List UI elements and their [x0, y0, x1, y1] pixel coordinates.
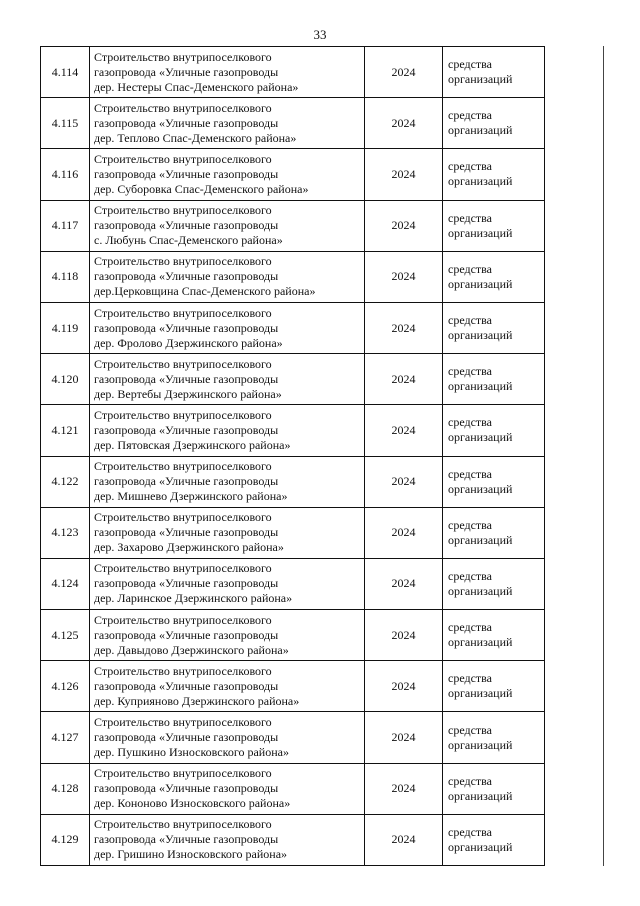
funding-source-line-1: средства [448, 466, 493, 481]
item-number [41, 354, 90, 405]
description-line-1: Строительство внутрипоселкового [94, 715, 272, 730]
item-description [90, 456, 365, 507]
item-year-text: 2024 [391, 166, 416, 181]
description-line-2: газопровода «Уличные газопроводы [94, 627, 279, 642]
item-number [41, 814, 90, 865]
item-description [90, 149, 365, 200]
funding-source [443, 200, 545, 251]
description-line-2: газопровода «Уличные газопроводы [94, 730, 279, 745]
funding-source [443, 814, 545, 865]
funding-source-line-1: средства [448, 415, 493, 430]
item-year [365, 251, 443, 302]
funding-source-line-2: организаций [448, 276, 513, 291]
item-number [41, 251, 90, 302]
table-row [41, 712, 545, 763]
description-line-2: газопровода «Уличные газопроводы [94, 320, 279, 335]
item-year-text: 2024 [391, 576, 416, 591]
funding-source-line-2: организаций [448, 174, 513, 189]
item-year [365, 661, 443, 712]
item-year-text: 2024 [391, 781, 416, 796]
right-margin-line [603, 46, 604, 866]
funding-source-line-2: организаций [448, 379, 513, 394]
item-year [365, 507, 443, 558]
funding-source-line-1: средства [448, 108, 493, 123]
description-line-1: Строительство внутрипоселкового [94, 612, 272, 627]
table-row [41, 405, 545, 456]
funding-source-line-2: организаций [448, 788, 513, 803]
funding-source [443, 98, 545, 149]
item-year-text: 2024 [391, 115, 416, 130]
funding-source-line-2: организаций [448, 686, 513, 701]
description-line-3: дер. Суборовка Спас-Деменского района» [94, 181, 309, 196]
item-number [41, 610, 90, 661]
description-line-3: дер.Церковщина Спас-Деменского района» [94, 284, 316, 299]
description-line-2: газопровода «Уличные газопроводы [94, 474, 279, 489]
description-line-1: Строительство внутрипоселкового [94, 459, 272, 474]
item-number-text: 4.120 [51, 371, 79, 386]
description-line-1: Строительство внутрипоселкового [94, 100, 272, 115]
table-row [41, 354, 545, 405]
item-description [90, 302, 365, 353]
description-line-1: Строительство внутрипоселкового [94, 203, 272, 218]
table-row [41, 47, 545, 98]
item-description [90, 763, 365, 814]
description-line-2: газопровода «Уличные газопроводы [94, 371, 279, 386]
item-year-text: 2024 [391, 269, 416, 284]
table-row [41, 200, 545, 251]
item-year-text: 2024 [391, 422, 416, 437]
funding-source-line-2: организаций [448, 72, 513, 87]
funding-source-line-2: организаций [448, 225, 513, 240]
description-line-2: газопровода «Уличные газопроводы [94, 422, 279, 437]
item-description [90, 661, 365, 712]
item-year [365, 354, 443, 405]
funding-source-line-2: организаций [448, 123, 513, 138]
item-number-text: 4.116 [51, 166, 79, 181]
item-description [90, 507, 365, 558]
funding-source [443, 149, 545, 200]
item-year [365, 814, 443, 865]
description-line-3: дер. Давыдово Дзержинского района» [94, 642, 289, 657]
item-number-text: 4.119 [51, 320, 79, 335]
description-line-2: газопровода «Уличные газопроводы [94, 678, 279, 693]
funding-source [443, 405, 545, 456]
table-row [41, 456, 545, 507]
description-line-2: газопровода «Уличные газопроводы [94, 166, 279, 181]
funding-source-line-2: организаций [448, 481, 513, 496]
item-year-text: 2024 [391, 64, 416, 79]
funding-source-line-1: средства [448, 159, 493, 174]
item-number [41, 558, 90, 609]
item-number-text: 4.121 [51, 422, 79, 437]
description-line-1: Строительство внутрипоселкового [94, 305, 272, 320]
item-number [41, 98, 90, 149]
funding-source-line-2: организаций [448, 635, 513, 650]
item-description [90, 354, 365, 405]
item-year [365, 712, 443, 763]
description-line-1: Строительство внутрипоселкового [94, 663, 272, 678]
item-year [365, 763, 443, 814]
funding-source [443, 47, 545, 98]
item-year [365, 98, 443, 149]
funding-source-line-2: организаций [448, 839, 513, 854]
description-line-3: дер. Пушкино Износковского района» [94, 745, 289, 760]
description-line-1: Строительство внутрипоселкового [94, 766, 272, 781]
item-number-text: 4.123 [51, 525, 79, 540]
item-description [90, 405, 365, 456]
item-year [365, 405, 443, 456]
description-line-2: газопровода «Уличные газопроводы [94, 218, 279, 233]
description-line-1: Строительство внутрипоселкового [94, 407, 272, 422]
gas-pipeline-table [40, 46, 545, 866]
description-line-3: дер. Гришино Износковского района» [94, 847, 288, 862]
funding-source-line-1: средства [448, 671, 493, 686]
item-number [41, 405, 90, 456]
item-number-text: 4.122 [51, 474, 79, 489]
funding-source-line-1: средства [448, 364, 493, 379]
description-line-3: дер. Пятовская Дзержинского района» [94, 437, 291, 452]
table-row [41, 251, 545, 302]
funding-source-line-1: средства [448, 568, 493, 583]
item-year [365, 200, 443, 251]
table-row [41, 507, 545, 558]
funding-source [443, 558, 545, 609]
item-description [90, 200, 365, 251]
item-number-text: 4.125 [51, 627, 79, 642]
description-line-2: газопровода «Уличные газопроводы [94, 115, 279, 130]
table-row [41, 302, 545, 353]
item-number-text: 4.127 [51, 730, 79, 745]
item-number [41, 200, 90, 251]
funding-source-line-2: организаций [448, 583, 513, 598]
description-line-2: газопровода «Уличные газопроводы [94, 64, 279, 79]
description-line-2: газопровода «Уличные газопроводы [94, 576, 279, 591]
funding-source [443, 456, 545, 507]
description-line-3: дер. Вертебы Дзержинского района» [94, 386, 282, 401]
funding-source-line-1: средства [448, 824, 493, 839]
description-line-1: Строительство внутрипоселкового [94, 254, 272, 269]
table-row [41, 814, 545, 865]
item-description [90, 47, 365, 98]
funding-source-line-1: средства [448, 517, 493, 532]
funding-source-line-1: средства [448, 210, 493, 225]
table-body [41, 47, 545, 866]
item-year [365, 610, 443, 661]
description-line-3: дер. Теплово Спас-Деменского района» [94, 130, 297, 145]
funding-source-line-2: организаций [448, 737, 513, 752]
funding-source [443, 354, 545, 405]
description-line-3: дер. Мишнево Дзержинского района» [94, 489, 288, 504]
funding-source [443, 610, 545, 661]
item-number [41, 763, 90, 814]
item-number-text: 4.126 [51, 678, 79, 693]
funding-source [443, 661, 545, 712]
item-year [365, 47, 443, 98]
description-line-1: Строительство внутрипоселкового [94, 151, 272, 166]
item-year-text: 2024 [391, 678, 416, 693]
item-year-text: 2024 [391, 218, 416, 233]
description-line-1: Строительство внутрипоселкового [94, 561, 272, 576]
description-line-3: дер. Ларинское Дзержинского района» [94, 591, 293, 606]
item-number [41, 47, 90, 98]
description-line-3: дер. Кононово Износковского района» [94, 796, 291, 811]
item-description [90, 712, 365, 763]
item-description [90, 558, 365, 609]
funding-source [443, 251, 545, 302]
item-number [41, 149, 90, 200]
funding-source-line-2: организаций [448, 532, 513, 547]
funding-source-line-1: средства [448, 620, 493, 635]
item-year-text: 2024 [391, 832, 416, 847]
funding-source [443, 763, 545, 814]
item-number-text: 4.129 [51, 832, 79, 847]
item-year-text: 2024 [391, 730, 416, 745]
item-number [41, 507, 90, 558]
funding-source-line-2: организаций [448, 328, 513, 343]
item-number-text: 4.115 [51, 115, 79, 130]
description-line-2: газопровода «Уличные газопроводы [94, 832, 279, 847]
page-number: 33 [313, 27, 327, 42]
item-description [90, 98, 365, 149]
funding-source-line-1: средства [448, 313, 493, 328]
funding-source-line-1: средства [448, 57, 493, 72]
funding-source [443, 712, 545, 763]
funding-source [443, 302, 545, 353]
table-row [41, 610, 545, 661]
funding-source-line-1: средства [448, 261, 493, 276]
item-year-text: 2024 [391, 474, 416, 489]
description-line-1: Строительство внутрипоселкового [94, 49, 272, 64]
item-year [365, 302, 443, 353]
item-number [41, 302, 90, 353]
table-row [41, 558, 545, 609]
item-description [90, 814, 365, 865]
item-number [41, 712, 90, 763]
funding-source-line-2: организаций [448, 430, 513, 445]
funding-source [443, 507, 545, 558]
table-row [41, 763, 545, 814]
table-row [41, 98, 545, 149]
description-line-3: с. Любунь Спас-Деменского района» [94, 233, 283, 248]
item-description [90, 610, 365, 661]
item-number [41, 456, 90, 507]
description-line-1: Строительство внутрипоселкового [94, 817, 272, 832]
description-line-3: дер. Захарово Дзержинского района» [94, 540, 284, 555]
item-number-text: 4.118 [51, 269, 79, 284]
item-description [90, 251, 365, 302]
item-number-text: 4.128 [51, 781, 79, 796]
description-line-1: Строительство внутрипоселкового [94, 356, 272, 371]
item-year [365, 456, 443, 507]
item-number-text: 4.114 [51, 64, 79, 79]
item-number-text: 4.124 [51, 576, 79, 591]
description-line-1: Строительство внутрипоселкового [94, 510, 272, 525]
description-line-2: газопровода «Уличные газопроводы [94, 781, 279, 796]
funding-source-line-1: средства [448, 773, 493, 788]
description-line-2: газопровода «Уличные газопроводы [94, 269, 279, 284]
description-line-2: газопровода «Уличные газопроводы [94, 525, 279, 540]
item-year [365, 149, 443, 200]
table-row [41, 661, 545, 712]
funding-source-line-1: средства [448, 722, 493, 737]
item-year-text: 2024 [391, 627, 416, 642]
description-line-3: дер. Нестеры Спас-Деменского района» [94, 79, 299, 94]
description-line-3: дер. Фролово Дзержинского района» [94, 335, 283, 350]
description-line-3: дер. Куприяново Дзержинского района» [94, 693, 300, 708]
item-number-text: 4.117 [51, 218, 79, 233]
item-year-text: 2024 [391, 525, 416, 540]
item-year-text: 2024 [391, 371, 416, 386]
item-year [365, 558, 443, 609]
table-row [41, 149, 545, 200]
item-number [41, 661, 90, 712]
item-year-text: 2024 [391, 320, 416, 335]
